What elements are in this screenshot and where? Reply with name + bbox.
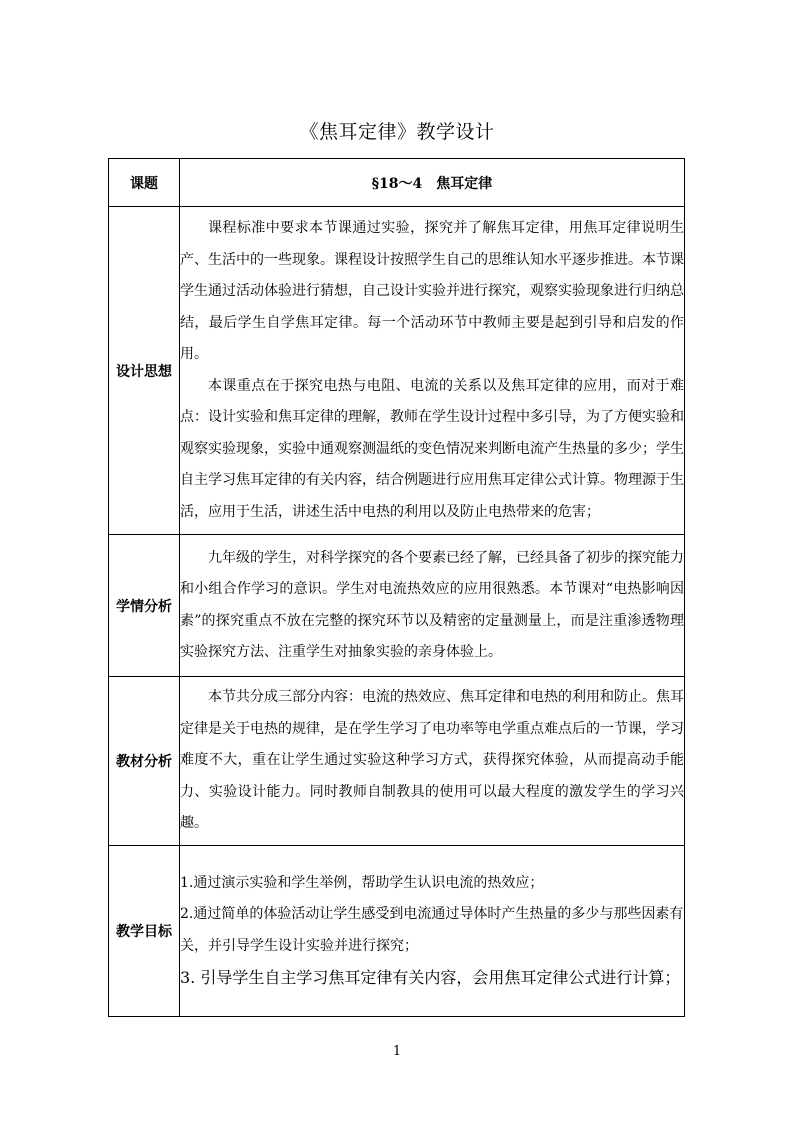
design-paragraph: 课程标准中要求本节课通过实验，探究并了解焦耳定律，用焦耳定律说明生产、生活中的一些现象。课程设计按照学生自己的思维认知水平逐步推进。本节课学生通过活动体验进行猜想，自己设计实验并进行探究，观察实验现象进行归纳总结，最后学生自学焦耳定律。每一个活动环节中教师主要是起到引导和启发的作用。	[180, 220, 684, 362]
students-content	[180, 535, 685, 677]
goal-item: 3. 引导学生自主学习焦耳定律有关内容，会用焦耳定律公式进行计算；	[180, 968, 681, 988]
lesson-plan-table	[108, 158, 685, 1017]
goal-item: 2.通过简单的体验活动让学生感受到电流通过导体时产生热量的多少与那些因素有关，并引导学生设计实验并进行探究；	[180, 906, 684, 954]
topic-label: 课题	[109, 159, 180, 207]
design-label: 设计思想	[109, 207, 180, 535]
table-row-students	[109, 535, 685, 677]
students-paragraph: 九年级的学生，对科学探究的各个要素已经了解，已经具备了初步的探究能力和小组合作学习的意识。学生对电流热效应的应用很熟悉。本节课对“电热影响因素”的探究重点不放在完整的探究环节以及精密的定量测量上，而是注重渗透物理实验探究方法、注重学生对抽象实验的亲身体验上。	[180, 549, 684, 660]
design-paragraph: 本课重点在于探究电热与电阻、电流的关系以及焦耳定律的应用，而对于难点：设计实验和焦耳定律的理解，教师在学生设计过程中多引导，为了方便实验和观察实验现象，实验中通观察测温纸的变色情况来判断电流产生热量的多少；学生自主学习焦耳定律的有关内容，结合例题进行应用焦耳定律公式计算。物理源于生活，应用于生活，讲述生活中电热的利用以及防止电热带来的危害；	[180, 377, 684, 520]
goals-content	[180, 846, 685, 1017]
goals-label: 教学目标	[109, 846, 180, 1017]
goal-item: 1.通过演示实验和学生举例，帮助学生认识电流的热效应；	[180, 874, 544, 891]
materials-content	[180, 677, 685, 846]
topic-value: §18～4 焦耳定律	[180, 159, 685, 207]
materials-label: 教材分析	[109, 677, 180, 846]
document-title: 《焦耳定律》教学设计	[299, 121, 495, 143]
table-row-materials	[109, 677, 685, 846]
table-row-topic	[109, 159, 685, 207]
students-label: 学情分析	[109, 535, 180, 677]
design-content	[180, 207, 685, 535]
materials-paragraph: 本节共分成三部分内容：电流的热效应、焦耳定律和电热的利用和防止。焦耳定律是关于电热的规律，是在学生学习了电功率等电学重点难点后的一节课，学习难度不大，重在让学生通过实验这种学习方式，获得探究体验，从而提高动手能力、实验设计能力。同时教师自制教具的使用可以最大程度的激发学生的学习兴趣。	[180, 689, 684, 832]
table-row-goals	[109, 846, 685, 1017]
table-row-design	[109, 207, 685, 535]
page-number: 1	[392, 1044, 402, 1059]
